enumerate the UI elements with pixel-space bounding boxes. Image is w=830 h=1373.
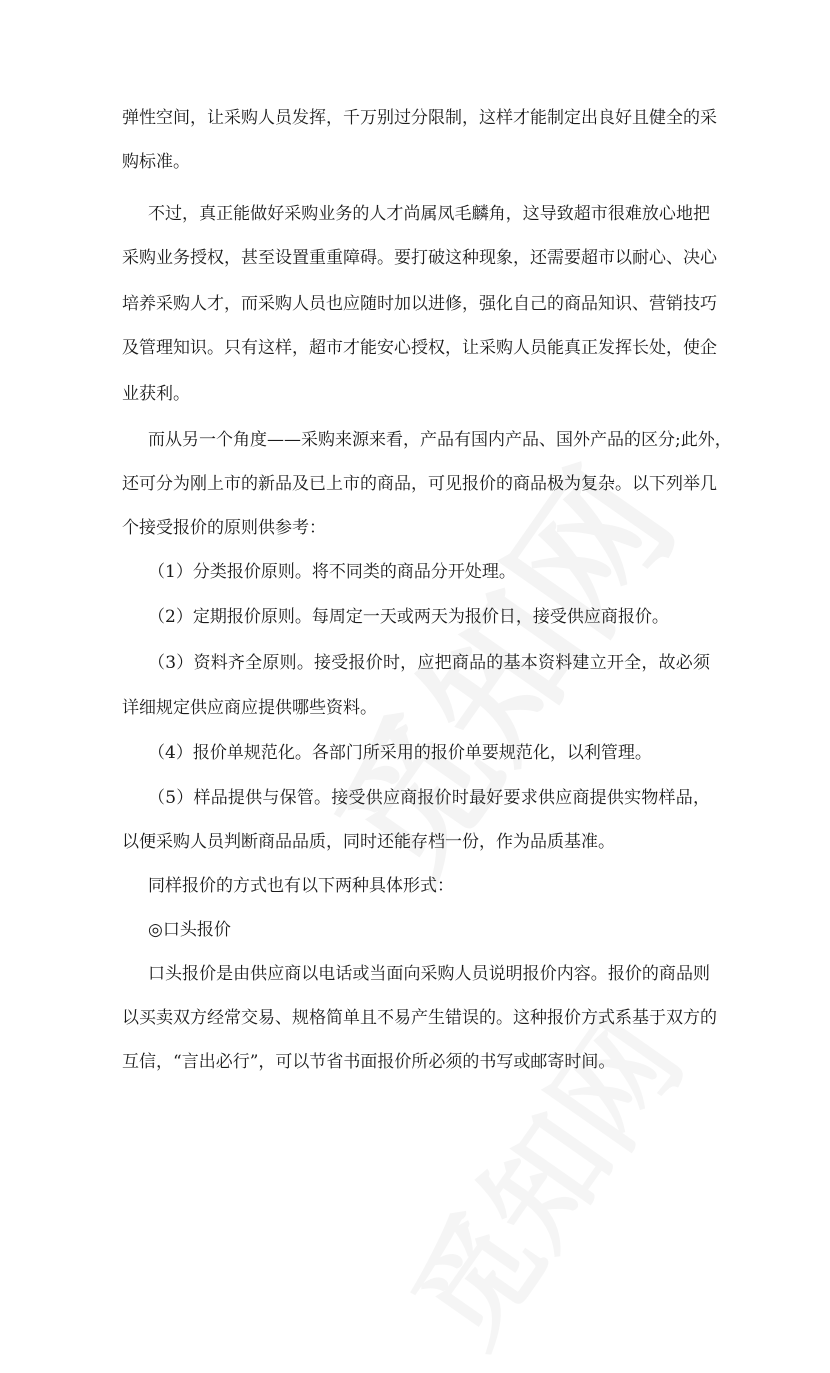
text-line: 培养采购人才，而采购人员也应随时加以进修，强化自己的商品知识、营销技巧: [122, 294, 717, 314]
text-line: （1）分类报价原则。将不同类的商品分开处理。: [148, 562, 516, 582]
text-line: （2）定期报价原则。每周定一天或两天为报价日，接受供应商报价。: [148, 607, 669, 627]
text-line: 业获利。: [122, 384, 190, 404]
text-line: 采购业务授权，甚至设置重重障碍。要打破这种现象，还需要超市以耐心、决心: [122, 248, 717, 268]
text-line: 以便采购人员判断商品品质，同时还能存档一份，作为品质基准。: [122, 832, 615, 852]
text-line: 详细规定供应商应提供哪些资料。: [122, 698, 377, 718]
text-line: （4）报价单规范化。各部门所采用的报价单要规范化，以利管理。: [148, 743, 652, 763]
text-line: 互信，“言出必行”，可以节省书面报价所必须的书写或邮寄时间。: [122, 1052, 616, 1072]
watermark-logo-bottom: [366, 979, 713, 1373]
text-line: 而从另一个角度——采购来源来看，产品有国内产品、国外产品的区分;此外，: [148, 430, 732, 450]
text-line: 以买卖双方经常交易、规格简单且不易产生错误的。这种报价方式系基于双方的: [122, 1008, 717, 1028]
text-line: 弹性空间，让采购人员发挥，千万别过分限制，这样才能制定出良好且健全的采: [122, 108, 717, 128]
text-line: 个接受报价的原则供参考：: [122, 518, 326, 538]
text-line: 同样报价的方式也有以下两种具体形式：: [148, 876, 454, 896]
text-line: ◎口头报价: [148, 920, 231, 940]
text-line: 口头报价是由供应商以电话或当面向采购人员说明报价内容。报价的商品则: [148, 964, 710, 984]
text-line: 还可分为刚上市的新品及已上市的商品，可见报价的商品极为复杂。以下列举几: [122, 474, 717, 494]
text-line: （5）样品提供与保管。接受供应商报价时最好要求供应商提供实物样品，: [148, 788, 710, 808]
text-line: 及管理知识。只有这样，超市才能安心授权，让采购人员能真正发挥长处，使企: [122, 338, 717, 358]
text-line: 不过，真正能做好采购业务的人才尚属凤毛麟角，这导致超市很难放心地把: [148, 204, 710, 224]
text-line: （3）资料齐全原则。接受报价时，应把商品的基本资料建立开全，故必须: [148, 653, 710, 673]
text-line: 购标准。: [122, 152, 190, 172]
